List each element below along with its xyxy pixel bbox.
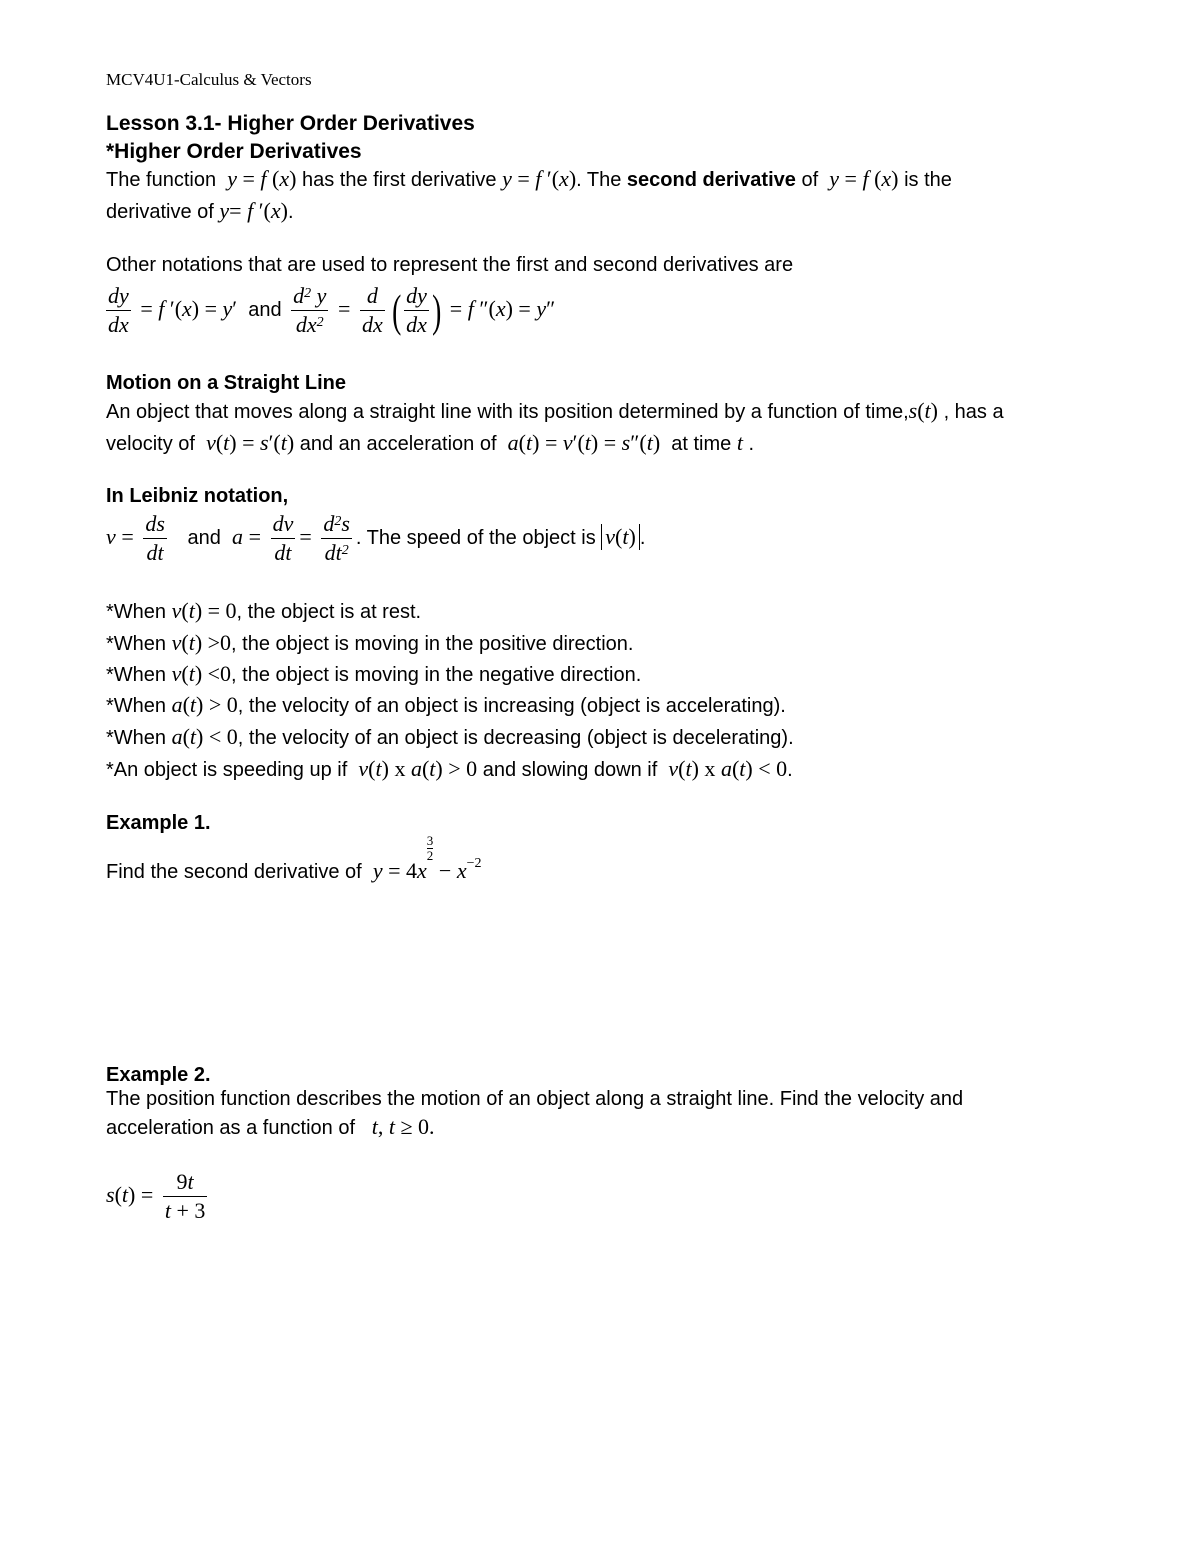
lesson-title: Lesson 3.1- Higher Order Derivatives: [106, 112, 475, 135]
formula-y-eq-fx-2: y = f (x): [829, 166, 899, 191]
leibniz-heading: In Leibniz notation,: [106, 485, 289, 507]
leibniz-formula: v = $\frac{ds}{dt}$ and a = $\frac{dv}{dt}$ = $\frac{d^2s}{dt^2}$ . The speed of the object is v(t) .: [106, 511, 646, 565]
formula-y-eq-fprime-x: y = f ′(x): [502, 166, 577, 191]
formula-y-eq-fprime-x-2: y= f ′(x): [219, 198, 288, 223]
bullet-decelerating: *When a(t) < 0, the velocity of an object is decreasing (object is decelerating).: [106, 724, 794, 749]
intro-line-2: derivative of y= f ′(x).: [106, 198, 294, 223]
motion-heading: Motion on a Straight Line: [106, 372, 346, 394]
document-header: MCV4U1-Calculus & Vectors: [106, 70, 312, 89]
example1-heading: Example 1.: [106, 812, 211, 834]
example1-text: Find the second derivative of y = 4x $\frac{3}{2}$ − $x^{-2}$: [106, 833, 482, 883]
example2-formula: s(t) = $\frac{9t}{t + 3}$: [106, 1169, 206, 1223]
bullet-positive: *When v(t) >0, the object is moving in the positive direction.: [106, 630, 634, 655]
motion-line-2: velocity of v(t) = s′(t) and an acceleration of a(t) = v′(t) = s″(t) at time t .: [106, 430, 755, 455]
example2-line-2: acceleration as a function of t, t ≥ 0.: [106, 1114, 435, 1139]
formula-y-eq-fx: y = f (x): [227, 166, 297, 191]
bullet-accelerating: *When a(t) > 0, the velocity of an object is increasing (object is accelerating).: [106, 692, 786, 717]
example2-heading: Example 2.: [106, 1064, 211, 1086]
notations-text: Other notations that are used to represent the first and second derivatives are: [106, 254, 794, 276]
bullet-speeding: *An object is speeding up if v(t) x a(t) > 0 and slowing down if v(t) x a(t) < 0.: [106, 756, 793, 781]
section-heading-higher-order: *Higher Order Derivatives: [106, 140, 362, 163]
motion-line-1: An object that moves along a straight line with its position determined by a function of time,s(t) , has a: [106, 398, 1004, 423]
bullet-negative: *When v(t) <0, the object is moving in the negative direction.: [106, 661, 642, 686]
bullet-rest: *When v(t) = 0, the object is at rest.: [106, 598, 422, 623]
notations-formula: $\frac{dy}{dx}$ = f ′(x) = y′ and $\frac{d^2 y}{dx^2}$ = $\frac{d}{dx}$ ( $\frac{dy}{dx}$ ) = f ″(x) = y″: [108, 283, 556, 337]
intro-line-1: The function y = f (x) has the first derivative y = f ′(x). The second derivative of y = f (x) is the: [106, 166, 952, 191]
example2-line-1: The position function describes the motion of an object along a straight line. Find the velocity and: [106, 1088, 964, 1110]
